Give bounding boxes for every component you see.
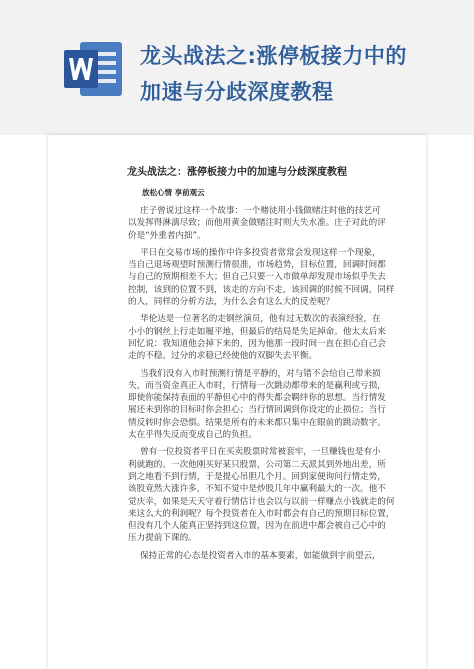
paragraph-line: 控制，该到的位置不到，该走的方向不走，该回调的时候不回调，同样 (128, 284, 395, 295)
paragraph-line: 走的不稳。过分的求稳已经使他的双脚失去平衡。 (128, 351, 318, 362)
paragraph-line: 利就跑的。一次他刚买好某只股票，公司第二天派其到外地出差，所 (128, 459, 386, 470)
paragraph (128, 313, 420, 362)
paragraph-line: 当我们没有入市时预测行情是平静的，对与错不会给自己带来损 (140, 368, 381, 379)
paragraph-line: 以发挥得淋漓尽致；而他用黄金做赌注时则大失水准。庄子对此的评 (128, 218, 386, 229)
paragraph-line: 但没有几个人能真正坚持到这位置，因为在前进中都会被自己心中的 (128, 521, 386, 532)
paragraph-line: 小小的钢丝上行走如履平地，但最后的结局是失足掉命。他太太后来 (128, 326, 386, 337)
paragraph (128, 205, 420, 242)
paragraph-line: 情反转时你会恐惧。结果是所有的未来都只集中在眼前的跳动数字。 (128, 417, 386, 428)
header-banner (0, 0, 474, 135)
paragraph (128, 550, 420, 562)
paragraph (128, 247, 420, 308)
paragraph-line: 失，而当资金真正入市时，行情每一次跳动都带来的是赢利或亏损， (128, 380, 386, 391)
paragraph-line: 当自己退场观望时预测行情很准，市场趋势，目标位置，回调时间都 (128, 260, 386, 271)
page-title (140, 38, 460, 110)
paragraph-line: 展还未到你的目标时你会担心；当行情回调到你设定的止损位；当行 (128, 405, 386, 416)
document-subtitle: 放松心情 享前观云 (142, 188, 205, 197)
paragraph-line: 曾有一位投资者平日在买卖股票时常被套牢，一旦赚钱也是有小 (140, 447, 381, 458)
paragraph-line: 该股竟然大涨许多，不知不觉中是炒股几年中赢利最大的一次。他不 (128, 484, 386, 495)
document-title: 龙头战法之：涨停板接力中的加速与分歧深度教程 (127, 167, 347, 178)
paragraph-line: 平日在交易市场的操作中许多投资者常常会发现这样一个现象， (140, 247, 381, 258)
page-title-line-1: 龙头战法之:涨停板接力中的 (140, 44, 407, 68)
paragraph (128, 368, 420, 442)
paragraph-line: 即使你能保持表面的平静但心中的得失都会羁绊你的思想。当行情发 (128, 393, 386, 404)
paragraph-line: 的人，同样的分析方法，为什么会有这么大的反差呢？ (128, 297, 335, 308)
paragraph-line: 庄子曾说过这样一个故事：一个赌徒用小钱做赌注时他的技艺可 (140, 206, 381, 216)
paragraph-line: 华伦达是一位著名的走钢丝演员，他有过无数次的表演经验，在 (140, 314, 381, 325)
paragraph-line: 压力提前下课的。 (128, 533, 197, 544)
paragraph-line: 到之地看不到行情，于是提心吊胆几个月。回到家便询问行情走势， (128, 471, 386, 482)
paragraph-line: 太在乎得失反而变成自己的负担。 (128, 430, 257, 441)
paragraph-line: 来这么大的利润呢？每个投资者在入市时都会有自己的预期目标位置， (128, 508, 395, 519)
document-preview (48, 135, 426, 669)
document-body (128, 205, 420, 567)
paragraph-line: 觉庆幸，如果是天天守着行情估计也会以与以前一样赚点小钱就走的何 (128, 496, 395, 507)
page-title-line-2: 加速与分歧深度教程 (140, 80, 334, 104)
word-document-icon (62, 38, 124, 100)
paragraph-line: 价是“外重者内拙”。 (128, 230, 206, 241)
paragraph-line: 保持正常的心态是投资者入市的基本要素，如能做到宇前望云， (140, 550, 381, 561)
paragraph-line: 回忆说：我知道他会掉下来的，因为他那一段时间一直在担心自己会 (128, 338, 386, 349)
paragraph (128, 446, 420, 544)
paragraph-line: 与自己的预期相差不大；但自己只要一入市做单却发现市场似乎失去 (128, 272, 386, 283)
